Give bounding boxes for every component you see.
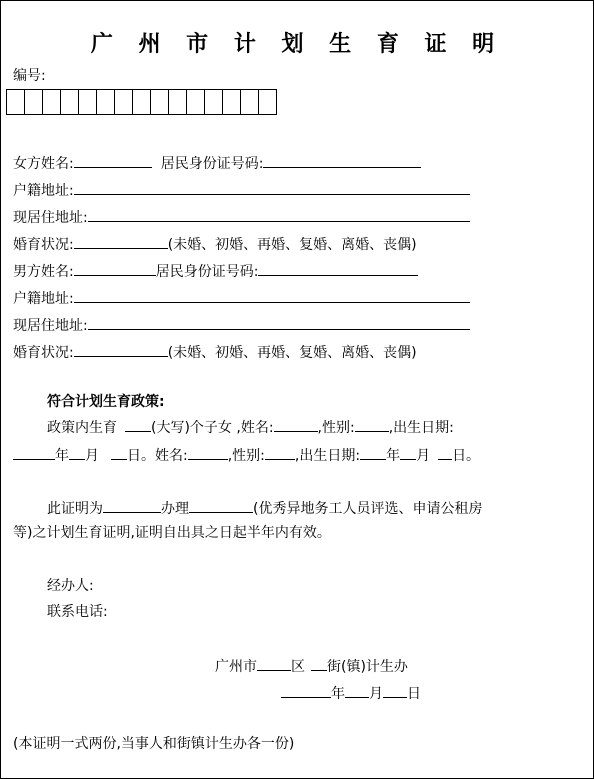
male-marital-options: (未婚、初婚、再婚、复婚、离婚、丧偶) xyxy=(167,345,417,361)
female-marital-options: (未婚、初婚、再婚、复婚、离婚、丧偶) xyxy=(167,237,417,253)
child-birth-year-field-2[interactable] xyxy=(360,445,386,460)
issuer-street-label: 街(镇)计生办 xyxy=(327,659,408,675)
male-id-label: 居民身份证号码: xyxy=(155,264,259,280)
number-box[interactable] xyxy=(25,89,43,115)
policy-text-g: ,出生日期: xyxy=(294,448,361,464)
year-label-2: 年 xyxy=(386,448,401,464)
number-box[interactable] xyxy=(6,89,25,115)
child-name-field-1[interactable] xyxy=(274,417,318,432)
number-box[interactable] xyxy=(223,89,241,115)
female-marital-label: 婚育状况: xyxy=(13,237,74,253)
statement-text-a: 此证明为 xyxy=(47,501,103,517)
child-gender-field-1[interactable] xyxy=(355,417,389,432)
day-label-2: 日。 xyxy=(452,448,481,464)
female-name-field[interactable] xyxy=(74,153,152,168)
number-box[interactable] xyxy=(115,89,133,115)
male-name-label: 男方姓名: xyxy=(13,264,74,280)
female-marital-row xyxy=(13,234,417,254)
policy-text-a: 政策内生育 xyxy=(47,420,117,436)
handler-label: 经办人: xyxy=(47,578,94,594)
male-marital-row xyxy=(13,342,417,362)
number-box[interactable] xyxy=(133,89,151,115)
policy-text-d: ,出生日期: xyxy=(388,420,454,436)
male-hukou-label: 户籍地址: xyxy=(13,291,74,307)
month-label-2: 月 xyxy=(416,448,431,464)
female-residence-field[interactable] xyxy=(88,207,470,222)
issuer-city: 广州市 xyxy=(215,659,257,675)
street-field[interactable] xyxy=(311,656,327,671)
statement-line-1 xyxy=(47,498,482,518)
matter-field[interactable] xyxy=(189,498,253,513)
phone-label: 联系电话: xyxy=(47,604,108,620)
female-hukou-label: 户籍地址: xyxy=(13,183,74,199)
female-hukou-row xyxy=(13,180,470,200)
issuer-line xyxy=(215,656,408,676)
statement-line-2: 等)之计划生育证明,证明自出具之日起半年内有效。 xyxy=(13,525,331,541)
policy-heading: 符合计划生育政策: xyxy=(47,394,165,410)
issue-day-label: 日 xyxy=(407,686,421,702)
number-label: 编号: xyxy=(13,68,46,84)
statement-text-b: 办理 xyxy=(161,501,189,517)
child-count-field[interactable] xyxy=(125,417,151,432)
issue-year-label: 年 xyxy=(331,686,345,702)
male-marital-field[interactable] xyxy=(74,342,168,357)
child-gender-field-2[interactable] xyxy=(265,445,295,460)
policy-line-2 xyxy=(13,445,480,465)
document-title: 广 州 市 计 划 生 育 证 明 xyxy=(90,32,504,57)
number-box[interactable] xyxy=(79,89,97,115)
female-hukou-field[interactable] xyxy=(74,180,470,195)
male-marital-label: 婚育状况: xyxy=(13,345,74,361)
policy-text-c: ,性别: xyxy=(317,420,355,436)
number-box[interactable] xyxy=(187,89,205,115)
male-residence-row xyxy=(13,315,470,335)
female-residence-label: 现居住地址: xyxy=(13,210,88,226)
female-residence-row xyxy=(13,207,470,227)
child-birth-month-field-1[interactable] xyxy=(69,445,85,460)
child-birth-day-field-1[interactable] xyxy=(111,445,127,460)
female-id-label: 居民身份证号码: xyxy=(160,156,264,172)
issue-year-field[interactable] xyxy=(281,683,331,698)
male-hukou-row xyxy=(13,288,470,308)
child-birth-day-field-2[interactable] xyxy=(438,445,452,460)
male-hukou-field[interactable] xyxy=(74,288,470,303)
issue-month-field[interactable] xyxy=(345,683,369,698)
number-box[interactable] xyxy=(259,89,277,115)
district-field[interactable] xyxy=(257,656,291,671)
number-box[interactable] xyxy=(151,89,169,115)
number-box[interactable] xyxy=(61,89,79,115)
policy-text-b: (大写)个子女 ,姓名: xyxy=(151,420,274,436)
month-label: 月 xyxy=(85,448,99,464)
footnote: (本证明一式两份,当事人和街镇计生办各一份) xyxy=(13,736,295,752)
policy-text-f: ,性别: xyxy=(227,448,265,464)
child-birth-year-field-1[interactable] xyxy=(13,445,55,460)
policy-line-1 xyxy=(47,417,454,437)
number-box[interactable] xyxy=(241,89,259,115)
purpose-field[interactable] xyxy=(103,498,161,513)
statement-text-c: (优秀异地务工人员评选、申请公租房 xyxy=(253,501,483,517)
issue-date-line xyxy=(281,683,421,703)
number-box[interactable] xyxy=(43,89,61,115)
number-box[interactable] xyxy=(97,89,115,115)
female-name-row xyxy=(13,153,421,173)
year-label: 年 xyxy=(55,448,69,464)
male-residence-label: 现居住地址: xyxy=(13,318,88,334)
number-box[interactable] xyxy=(169,89,187,115)
child-name-field-2[interactable] xyxy=(188,445,228,460)
number-box[interactable] xyxy=(205,89,223,115)
issue-day-field[interactable] xyxy=(383,683,407,698)
female-name-label: 女方姓名: xyxy=(13,156,74,172)
male-name-field[interactable] xyxy=(74,261,156,276)
male-name-row xyxy=(13,261,418,281)
female-id-field[interactable] xyxy=(263,153,421,168)
policy-text-e: 日。姓名: xyxy=(127,448,188,464)
child-birth-month-field-2[interactable] xyxy=(400,445,416,460)
issuer-district-label: 区 xyxy=(291,659,305,675)
male-id-field[interactable] xyxy=(258,261,418,276)
male-residence-field[interactable] xyxy=(88,315,470,330)
issue-month-label: 月 xyxy=(369,686,383,702)
number-boxes[interactable] xyxy=(6,89,277,115)
female-marital-field[interactable] xyxy=(74,234,168,249)
